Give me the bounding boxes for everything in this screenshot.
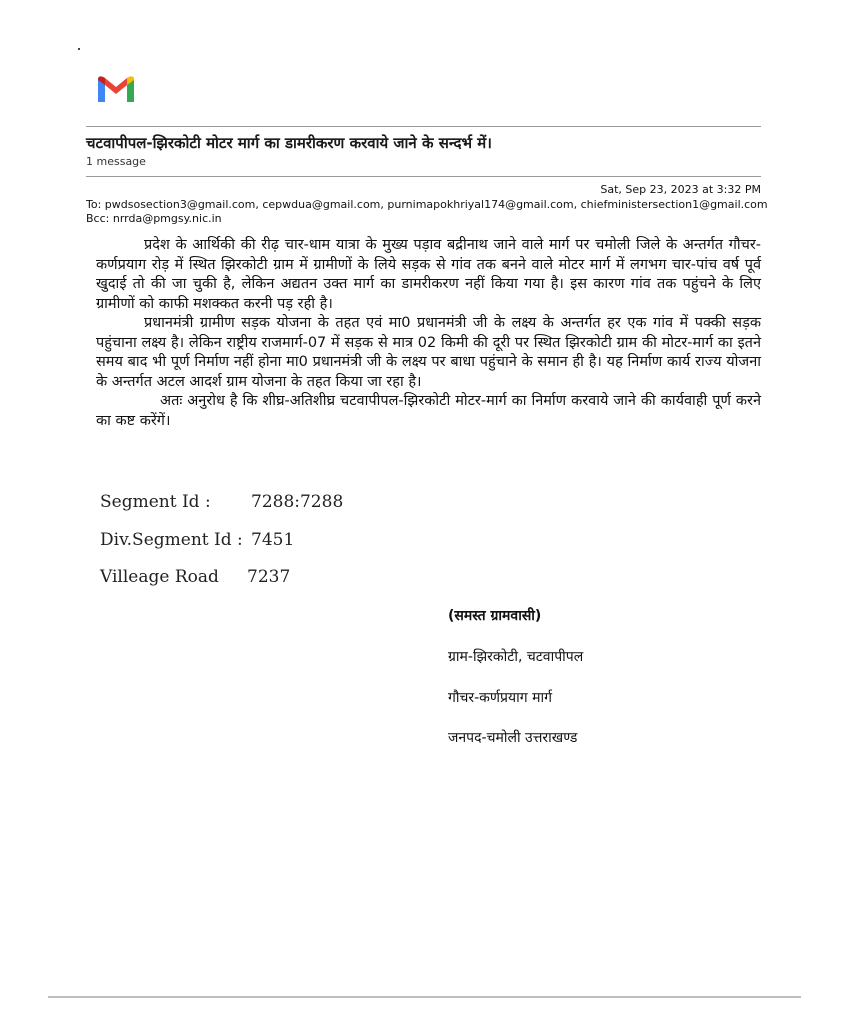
signature-group: (समस्त ग्रामवासी) bbox=[448, 608, 542, 624]
segment-id-row bbox=[100, 492, 344, 512]
email-bcc: Bcc: nrrda@pmgsy.nic.in bbox=[86, 212, 222, 225]
div-segment-id-row bbox=[100, 530, 295, 550]
subject-divider bbox=[86, 176, 761, 177]
email-body bbox=[96, 236, 761, 431]
scan-speck bbox=[78, 48, 80, 50]
email-subject: चटवापीपल-झिरकोटी मोटर मार्ग का डामरीकरण करवाये जाने के सन्दर्भ में। bbox=[86, 134, 492, 152]
signature-village: ग्राम-झिरकोटी, चटवापीपल bbox=[448, 649, 584, 665]
page-bottom-rule bbox=[48, 996, 801, 998]
body-paragraph-1: प्रदेश के आर्थिकी की रीढ़ चार-धाम यात्रा के मुख्य पड़ाव बद्रीनाथ जाने वाले मार्ग पर चमोली जिले के अन्तर्गत गौचर-कर्णप्रयाग रोड़ में स्थित झिरकोटी ग्राम में ग्रामीणों के लिये सड़क से गांव तक बनने वाले मोटर मार्ग में लगभग चार-पांच वर्ष पूर्व खुदाई तो की जा चुकी है, लेकिन अद्यतन उक्त मार्ग का डामरीकरण नहीं किया गया है। इस कारण गांव तक पहुंचने के लिए ग्रामीणों को काफी मशक्कत करनी पड़ रही है। bbox=[96, 237, 761, 312]
signature-route: गौचर-कर्णप्रयाग मार्ग bbox=[448, 690, 552, 706]
header-divider bbox=[86, 126, 761, 127]
segment-id-label: Segment Id : bbox=[100, 492, 211, 512]
segment-id-value: 7288:7288 bbox=[251, 492, 344, 512]
message-count: 1 message bbox=[86, 155, 146, 168]
div-segment-id-value: 7451 bbox=[251, 530, 295, 550]
village-road-value: 7237 bbox=[247, 567, 291, 587]
signature-district: जनपद-चमोली उत्तराखण्ड bbox=[448, 730, 578, 746]
gmail-logo-icon bbox=[96, 72, 136, 104]
village-road-label: Villeage Road bbox=[100, 567, 219, 587]
body-paragraph-3: अतः अनुरोध है कि शीघ्र-अतिशीघ्र चटवापीपल-झिरकोटी मोटर-मार्ग का निर्माण करवाये जाने की कार्यवाही पूर्ण करने का कष्ट करेंगें। bbox=[96, 393, 761, 429]
email-date: Sat, Sep 23, 2023 at 3:32 PM bbox=[600, 183, 761, 196]
div-segment-id-label: Div.Segment Id : bbox=[100, 530, 243, 550]
village-road-row bbox=[100, 567, 291, 587]
email-recipients: To: pwdsosection3@gmail.com, cepwdua@gmail.com, purnimapokhriyal174@gmail.com, chiefministersection1@gmail.com bbox=[86, 198, 768, 211]
body-paragraph-2: प्रधानमंत्री ग्रामीण सड़क योजना के तहत एवं मा0 प्रधानमंत्री जी के लक्ष्य के अन्तर्गत हर एक गांव में पक्की सड़क पहुंचाना लक्ष्य है। लेकिन राष्ट्रीय राजमार्ग-07 में सड़क से मात्र 02 किमी की दूरी पर स्थित झिरकोटी ग्राम की मोटर-मार्ग का इतने समय बाद भी पूर्ण निर्माण नहीं होना मा0 प्रधानमंत्री जी के लक्ष्य पर बाधा पहुंचाने के समान ही है। यह निर्माण कार्य राज्य योजना के अन्तर्गत अटल आदर्श ग्राम योजना के तहत किया जा रहा है। bbox=[96, 315, 761, 390]
